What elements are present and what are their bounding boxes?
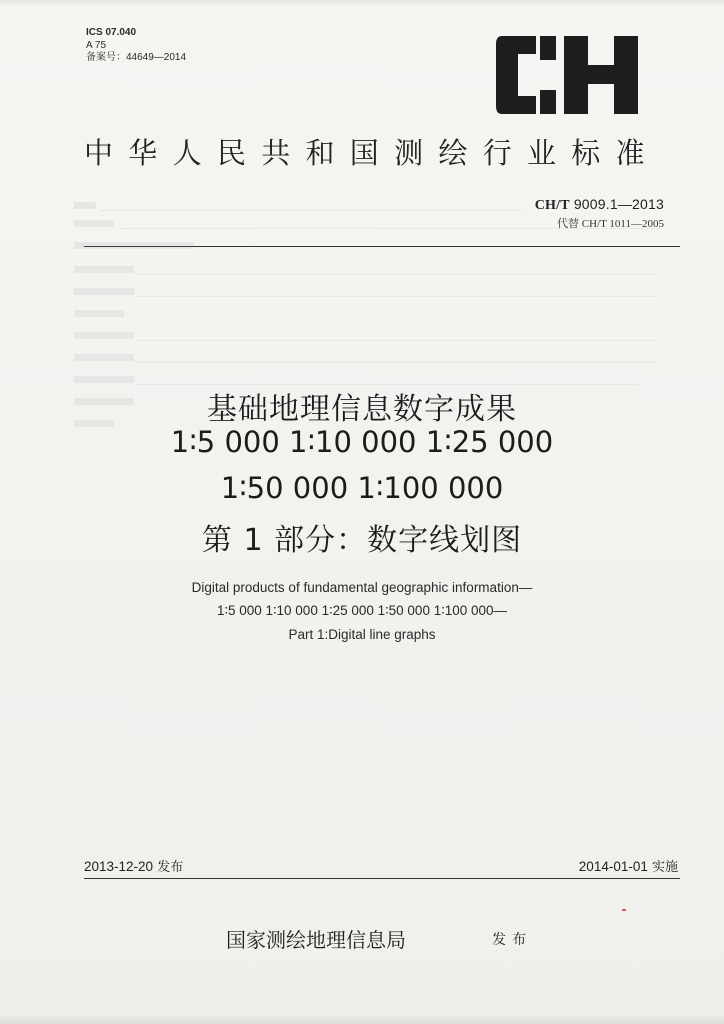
implementation-date — [579, 856, 678, 875]
ghost-word — [74, 242, 194, 249]
ghost-word — [74, 266, 134, 273]
ghost-word — [74, 310, 124, 317]
issue-date-value: 2013-12-20 — [84, 859, 154, 874]
standard-category-title: 中华人民共和国测绘行业标准 — [84, 136, 660, 170]
logo-letter-h — [564, 36, 638, 114]
english-title-line-1: Digital products of fundamental geographic information— — [191, 580, 533, 595]
english-title-line-2: 1∶5 000 1∶10 000 1∶25 000 1∶50 000 1∶100 000— — [216, 603, 508, 618]
publisher-name: 国家测绘地理信息局 — [226, 928, 406, 952]
issue-label: 发布 — [153, 860, 184, 875]
red-ink-speck — [622, 909, 626, 911]
ghost-word — [74, 220, 114, 227]
ch-logo — [496, 36, 642, 114]
ghost-word — [74, 202, 96, 209]
ics-code: ICS 07.040 — [86, 27, 137, 38]
bottom-divider-rule — [84, 878, 680, 879]
document-title-line-4: 第 1 部分：数字线划图 — [201, 523, 523, 558]
ghost-word — [74, 376, 134, 383]
document-title-line-2: 1∶5 000 1∶10 000 1∶25 000 — [170, 425, 554, 459]
standard-code-number: 9009.1—2013 — [569, 196, 664, 212]
ghost-line — [102, 202, 522, 211]
issue-date — [84, 856, 183, 875]
ghost-word — [74, 354, 134, 361]
record-number: 备案号：44649—2014 — [86, 52, 187, 63]
logo-letter-c-serif — [540, 36, 556, 114]
logo-letter-c — [496, 36, 536, 114]
english-title-line-3: Part 1:Digital line graphs — [288, 627, 436, 642]
ghost-line — [138, 332, 658, 341]
ghost-line — [138, 354, 658, 363]
ghost-line — [138, 266, 658, 275]
ghost-word — [74, 332, 134, 339]
paper-bottom-edge — [0, 1014, 724, 1024]
document-title-line-1: 基础地理信息数字成果 — [207, 392, 517, 427]
ghost-line — [120, 220, 660, 229]
ghost-line — [138, 288, 658, 297]
implementation-date-value: 2014-01-01 — [578, 859, 648, 874]
replaced-standard: 代替 CH/T 1011—2005 — [557, 218, 664, 230]
standard-code — [535, 196, 664, 214]
publisher-action: 发布 — [492, 932, 532, 948]
class-code: A 75 — [86, 39, 107, 51]
standard-code-prefix: CH/T — [534, 198, 570, 213]
document-title-line-3: 1∶50 000 1∶100 000 — [220, 471, 504, 505]
paper-top-edge — [0, 0, 724, 6]
implementation-label: 实施 — [647, 860, 678, 875]
ghost-word — [74, 288, 134, 295]
classification-metadata — [86, 27, 186, 65]
